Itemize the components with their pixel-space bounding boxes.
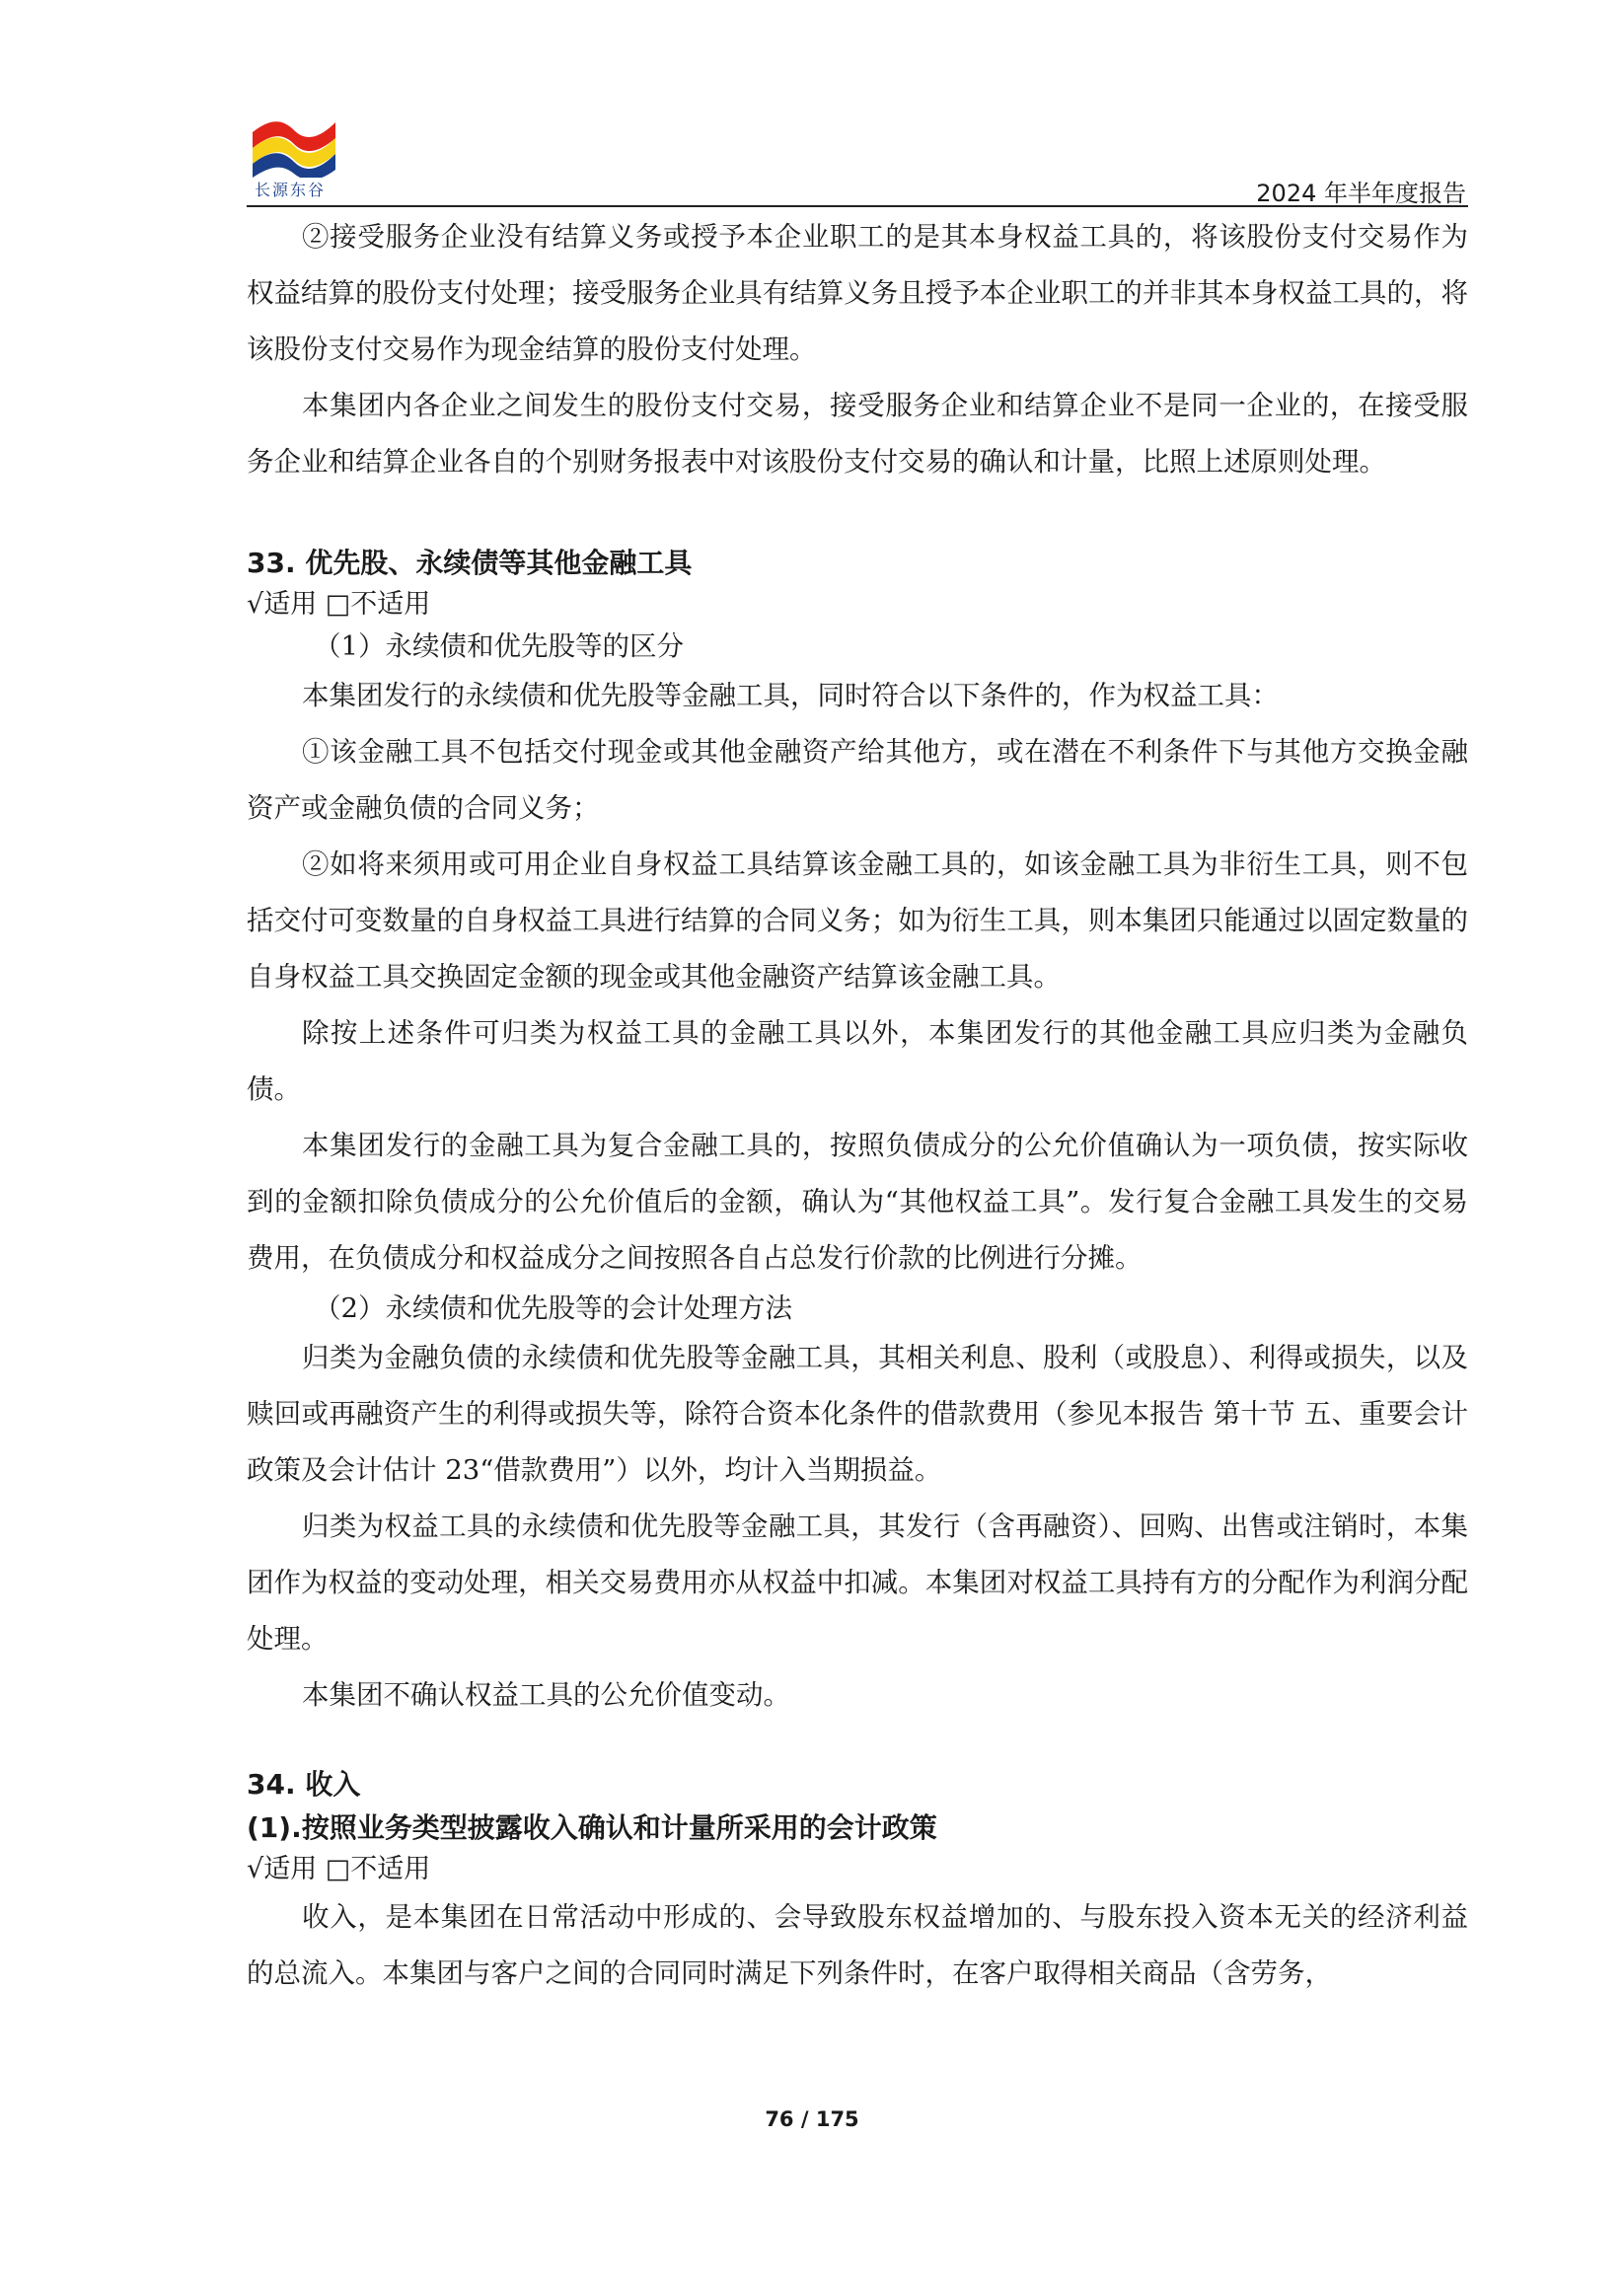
report-title: 2024 年半年度报告 bbox=[1256, 180, 1466, 207]
section-heading-33: 33. 优先股、永续债等其他金融工具 bbox=[247, 547, 693, 579]
paragraph: 除按上述条件可归类为权益工具的金融工具以外，本集团发行的其他金融工具应归类为金融负债。 bbox=[247, 1017, 1468, 1105]
paragraph: 收入，是本集团在日常活动中形成的、会导致股东权益增加的、与股东投入资本无关的经济利益的总流入。本集团与客户之间的合同同时满足下列条件时，在客户取得相关商品（含劳务， bbox=[247, 1901, 1468, 1989]
paragraph: 本集团不确认权益工具的公允价值变动。 bbox=[302, 1679, 790, 1711]
paragraph: 归类为权益工具的永续债和优先股等金融工具，其发行（含再融资）、回购、出售或注销时，本集团作为权益的变动处理，相关交易费用亦从权益中扣减。本集团对权益工具持有方的分配作为利润分配处理。 bbox=[247, 1511, 1468, 1655]
paragraph: 本集团发行的金融工具为复合金融工具的，按照负债成分的公允价值确认为一项负债，按实际收到的金额扣除负债成分的公允价值后的金额，确认为“其他权益工具”。发行复合金融工具发生的交易费用，在负债成分和权益成分之间按照各自占总发行价款的比例进行分摊。 bbox=[247, 1130, 1468, 1274]
logo-wave-icon bbox=[251, 116, 339, 178]
subheading: （2）永续债和优先股等的会计处理方法 bbox=[314, 1292, 792, 1324]
section-heading-34: 34. 收入 bbox=[247, 1768, 361, 1801]
applicability-marker: √适用 □不适用 bbox=[247, 589, 431, 620]
subsection-heading: (1).按照业务类型披露收入确认和计量所采用的会计政策 bbox=[247, 1811, 937, 1844]
paragraph: 本集团内各企业之间发生的股份支付交易，接受服务企业和结算企业不是同一企业的，在接受服务企业和结算企业各自的个别财务报表中对该股份支付交易的确认和计量，比照上述原则处理。 bbox=[247, 390, 1468, 478]
subheading: （1）永续债和优先股等的区分 bbox=[314, 630, 684, 662]
paragraph: 归类为金融负债的永续债和优先股等金融工具，其相关利息、股利（或股息）、利得或损失，以及赎回或再融资产生的利得或损失等，除符合资本化条件的借款费用（参见本报告 第十节 五、重要会计政策及会计估计 23“借款费用”）以外，均计入当期损益。 bbox=[247, 1342, 1468, 1486]
page-number: 76 / 175 bbox=[765, 2107, 859, 2131]
paragraph: 本集团发行的永续债和优先股等金融工具，同时符合以下条件的，作为权益工具： bbox=[302, 680, 1279, 711]
paragraph: ②接受服务企业没有结算义务或授予本企业职工的是其本身权益工具的，将该股份支付交易作为权益结算的股份支付处理；接受服务企业具有结算义务且授予本企业职工的并非其本身权益工具的，将该股份支付交易作为现金结算的股份支付处理。 bbox=[247, 221, 1468, 365]
paragraph: ①该金融工具不包括交付现金或其他金融资产给其他方，或在潜在不利条件下与其他方交换金融资产或金融负债的合同义务； bbox=[247, 736, 1468, 824]
header-divider bbox=[247, 205, 1468, 207]
logo-text: 长源东谷 bbox=[255, 181, 327, 199]
document-body bbox=[247, 209, 1468, 2002]
paragraph: ②如将来须用或可用企业自身权益工具结算该金融工具的，如该金融工具为非衍生工具，则不包括交付可变数量的自身权益工具进行结算的合同义务；如为衍生工具，则本集团只能通过以固定数量的自身权益工具交换固定金额的现金或其他金融资产结算该金融工具。 bbox=[247, 848, 1468, 993]
applicability-marker: √适用 □不适用 bbox=[247, 1854, 431, 1884]
